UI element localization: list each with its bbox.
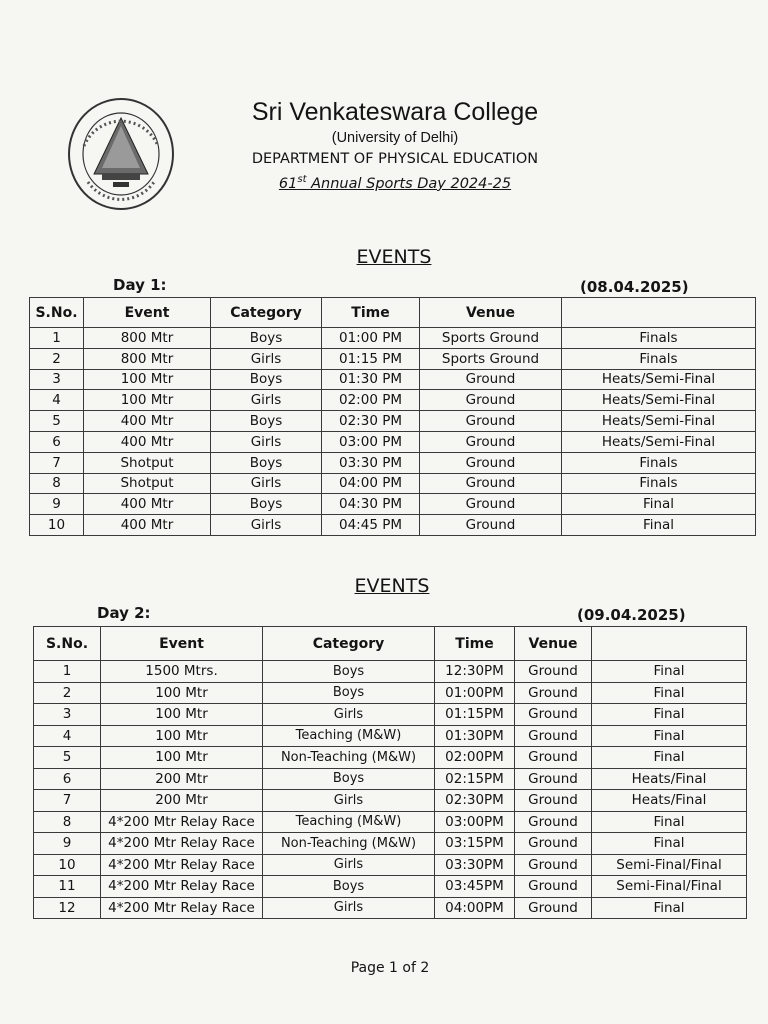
venue-cell: Ground <box>515 682 592 704</box>
sno-cell: 8 <box>34 811 101 833</box>
table-row <box>30 515 756 536</box>
stage-cell: Final <box>592 704 747 726</box>
venue-cell: Ground <box>515 833 592 855</box>
subtitle-number: 61 <box>278 175 298 192</box>
column-header: Venue <box>420 298 562 328</box>
time-cell: 04:45 PM <box>322 515 420 536</box>
table-row <box>30 348 756 369</box>
college-seal-logo <box>66 96 176 212</box>
event-cell: 400 Mtr <box>84 411 211 432</box>
category-cell: Boys <box>211 494 322 515</box>
column-header <box>592 627 747 661</box>
category-cell: Non-Teaching (M&W) <box>263 833 435 855</box>
table-row <box>34 790 747 812</box>
table-row <box>30 494 756 515</box>
event-subtitle <box>230 174 560 192</box>
event-cell: 4*200 Mtr Relay Race <box>101 854 263 876</box>
time-cell: 02:15PM <box>435 768 515 790</box>
sno-cell: 4 <box>30 390 84 411</box>
table-header-row <box>30 298 756 328</box>
category-cell: Girls <box>263 790 435 812</box>
table-row <box>30 473 756 494</box>
venue-cell: Sports Ground <box>420 328 562 349</box>
time-cell: 03:45PM <box>435 876 515 898</box>
venue-cell: Sports Ground <box>420 348 562 369</box>
time-cell: 02:00PM <box>435 747 515 769</box>
event-cell: 200 Mtr <box>101 790 263 812</box>
table-row <box>30 328 756 349</box>
table-row <box>30 369 756 390</box>
venue-cell: Ground <box>420 411 562 432</box>
stage-cell: Heats/Semi-Final <box>562 411 756 432</box>
category-cell: Teaching (M&W) <box>263 811 435 833</box>
venue-cell: Ground <box>515 876 592 898</box>
time-cell: 02:00 PM <box>322 390 420 411</box>
venue-cell: Ground <box>515 811 592 833</box>
sno-cell: 1 <box>30 328 84 349</box>
stage-cell: Final <box>562 515 756 536</box>
event-cell: 400 Mtr <box>84 494 211 515</box>
category-cell: Boys <box>211 452 322 473</box>
column-header: Category <box>211 298 322 328</box>
event-cell: 100 Mtr <box>84 369 211 390</box>
column-header: Event <box>101 627 263 661</box>
stage-cell: Final <box>592 682 747 704</box>
table-row <box>34 747 747 769</box>
event-cell: 800 Mtr <box>84 348 211 369</box>
venue-cell: Ground <box>420 452 562 473</box>
stage-cell: Final <box>592 661 747 683</box>
event-cell: 100 Mtr <box>84 390 211 411</box>
venue-cell: Ground <box>515 704 592 726</box>
event-cell: 4*200 Mtr Relay Race <box>101 897 263 919</box>
event-cell: 4*200 Mtr Relay Race <box>101 811 263 833</box>
sno-cell: 10 <box>34 854 101 876</box>
sno-cell: 11 <box>34 876 101 898</box>
table-row <box>30 390 756 411</box>
table-row <box>34 682 747 704</box>
sno-cell: 3 <box>30 369 84 390</box>
stage-cell: Finals <box>562 328 756 349</box>
stage-cell: Semi-Final/Final <box>592 854 747 876</box>
day2-events-table <box>33 626 747 919</box>
sno-cell: 5 <box>34 747 101 769</box>
event-cell: 4*200 Mtr Relay Race <box>101 833 263 855</box>
venue-cell: Ground <box>515 790 592 812</box>
venue-cell: Ground <box>515 747 592 769</box>
sno-cell: 6 <box>30 431 84 452</box>
sno-cell: 7 <box>30 452 84 473</box>
table-row <box>34 876 747 898</box>
column-header: Category <box>263 627 435 661</box>
sno-cell: 3 <box>34 704 101 726</box>
day1-events-heading: EVENTS <box>356 246 432 268</box>
category-cell: Boys <box>263 682 435 704</box>
stage-cell: Final <box>592 747 747 769</box>
category-cell: Boys <box>211 411 322 432</box>
time-cell: 02:30PM <box>435 790 515 812</box>
time-cell: 01:15PM <box>435 704 515 726</box>
column-header: Venue <box>515 627 592 661</box>
table-row <box>34 854 747 876</box>
stage-cell: Heats/Semi-Final <box>562 431 756 452</box>
venue-cell: Ground <box>420 390 562 411</box>
venue-cell: Ground <box>515 854 592 876</box>
venue-cell: Ground <box>515 725 592 747</box>
time-cell: 01:30 PM <box>322 369 420 390</box>
column-header: Event <box>84 298 211 328</box>
venue-cell: Ground <box>420 494 562 515</box>
sno-cell: 12 <box>34 897 101 919</box>
category-cell: Boys <box>263 768 435 790</box>
page-number: Page 1 of 2 <box>350 960 430 976</box>
stage-cell: Heats/Semi-Final <box>562 390 756 411</box>
time-cell: 01:00PM <box>435 682 515 704</box>
event-cell: 400 Mtr <box>84 515 211 536</box>
event-cell: 100 Mtr <box>101 725 263 747</box>
table-row <box>30 431 756 452</box>
stage-cell: Heats/Final <box>592 790 747 812</box>
table-header-row <box>34 627 747 661</box>
stage-cell: Final <box>592 725 747 747</box>
subtitle-superscript: st <box>297 174 307 185</box>
college-name: Sri Venkateswara College <box>251 98 539 126</box>
event-cell: 400 Mtr <box>84 431 211 452</box>
sno-cell: 9 <box>30 494 84 515</box>
stage-cell: Heats/Semi-Final <box>562 369 756 390</box>
stage-cell: Finals <box>562 452 756 473</box>
day1-label: Day 1: <box>113 276 167 294</box>
event-cell: 800 Mtr <box>84 328 211 349</box>
day1-events-table <box>29 297 756 536</box>
category-cell: Boys <box>263 876 435 898</box>
sno-cell: 2 <box>34 682 101 704</box>
venue-cell: Ground <box>515 768 592 790</box>
table-row <box>30 411 756 432</box>
table-row <box>34 768 747 790</box>
table-row <box>34 833 747 855</box>
category-cell: Girls <box>263 897 435 919</box>
venue-cell: Ground <box>515 897 592 919</box>
stage-cell: Final <box>562 494 756 515</box>
column-header: Time <box>322 298 420 328</box>
time-cell: 03:00 PM <box>322 431 420 452</box>
day2-label: Day 2: <box>97 604 151 622</box>
time-cell: 03:15PM <box>435 833 515 855</box>
stage-cell: Finals <box>562 473 756 494</box>
university-name: (University of Delhi) <box>331 130 459 146</box>
time-cell: 04:00 PM <box>322 473 420 494</box>
stage-cell: Final <box>592 833 747 855</box>
event-cell: Shotput <box>84 473 211 494</box>
venue-cell: Ground <box>515 661 592 683</box>
column-header <box>562 298 756 328</box>
time-cell: 12:30PM <box>435 661 515 683</box>
category-cell: Girls <box>211 431 322 452</box>
stage-cell: Finals <box>562 348 756 369</box>
table-row <box>30 452 756 473</box>
column-header: S.No. <box>34 627 101 661</box>
table-row <box>34 704 747 726</box>
sno-cell: 7 <box>34 790 101 812</box>
category-cell: Girls <box>211 473 322 494</box>
category-cell: Non-Teaching (M&W) <box>263 747 435 769</box>
day2-date: (09.04.2025) <box>577 606 686 624</box>
subtitle-text: Annual Sports Day 2024-25 <box>306 175 512 192</box>
table-row <box>34 725 747 747</box>
event-cell: 100 Mtr <box>101 747 263 769</box>
event-cell: Shotput <box>84 452 211 473</box>
event-cell: 1500 Mtrs. <box>101 661 263 683</box>
venue-cell: Ground <box>420 369 562 390</box>
category-cell: Boys <box>211 328 322 349</box>
time-cell: 01:00 PM <box>322 328 420 349</box>
category-cell: Teaching (M&W) <box>263 725 435 747</box>
sno-cell: 1 <box>34 661 101 683</box>
stage-cell: Final <box>592 897 747 919</box>
event-cell: 4*200 Mtr Relay Race <box>101 876 263 898</box>
category-cell: Boys <box>211 369 322 390</box>
sno-cell: 9 <box>34 833 101 855</box>
day2-events-heading: EVENTS <box>354 575 430 597</box>
stage-cell: Heats/Final <box>592 768 747 790</box>
sno-cell: 5 <box>30 411 84 432</box>
category-cell: Girls <box>211 390 322 411</box>
sno-cell: 10 <box>30 515 84 536</box>
table-row <box>34 661 747 683</box>
stage-cell: Final <box>592 811 747 833</box>
venue-cell: Ground <box>420 431 562 452</box>
category-cell: Girls <box>263 704 435 726</box>
event-cell: 200 Mtr <box>101 768 263 790</box>
category-cell: Girls <box>211 348 322 369</box>
time-cell: 02:30 PM <box>322 411 420 432</box>
day1-date: (08.04.2025) <box>580 278 689 296</box>
venue-cell: Ground <box>420 515 562 536</box>
sno-cell: 8 <box>30 473 84 494</box>
category-cell: Girls <box>211 515 322 536</box>
time-cell: 04:30 PM <box>322 494 420 515</box>
sno-cell: 4 <box>34 725 101 747</box>
time-cell: 03:30PM <box>435 854 515 876</box>
category-cell: Girls <box>263 854 435 876</box>
stage-cell: Semi-Final/Final <box>592 876 747 898</box>
table-row <box>34 811 747 833</box>
event-cell: 100 Mtr <box>101 704 263 726</box>
time-cell: 03:30 PM <box>322 452 420 473</box>
venue-cell: Ground <box>420 473 562 494</box>
department-name: DEPARTMENT OF PHYSICAL EDUCATION <box>251 151 539 167</box>
event-cell: 100 Mtr <box>101 682 263 704</box>
column-header: S.No. <box>30 298 84 328</box>
sno-cell: 2 <box>30 348 84 369</box>
time-cell: 01:30PM <box>435 725 515 747</box>
column-header: Time <box>435 627 515 661</box>
sno-cell: 6 <box>34 768 101 790</box>
time-cell: 01:15 PM <box>322 348 420 369</box>
time-cell: 03:00PM <box>435 811 515 833</box>
time-cell: 04:00PM <box>435 897 515 919</box>
category-cell: Boys <box>263 661 435 683</box>
table-row <box>34 897 747 919</box>
